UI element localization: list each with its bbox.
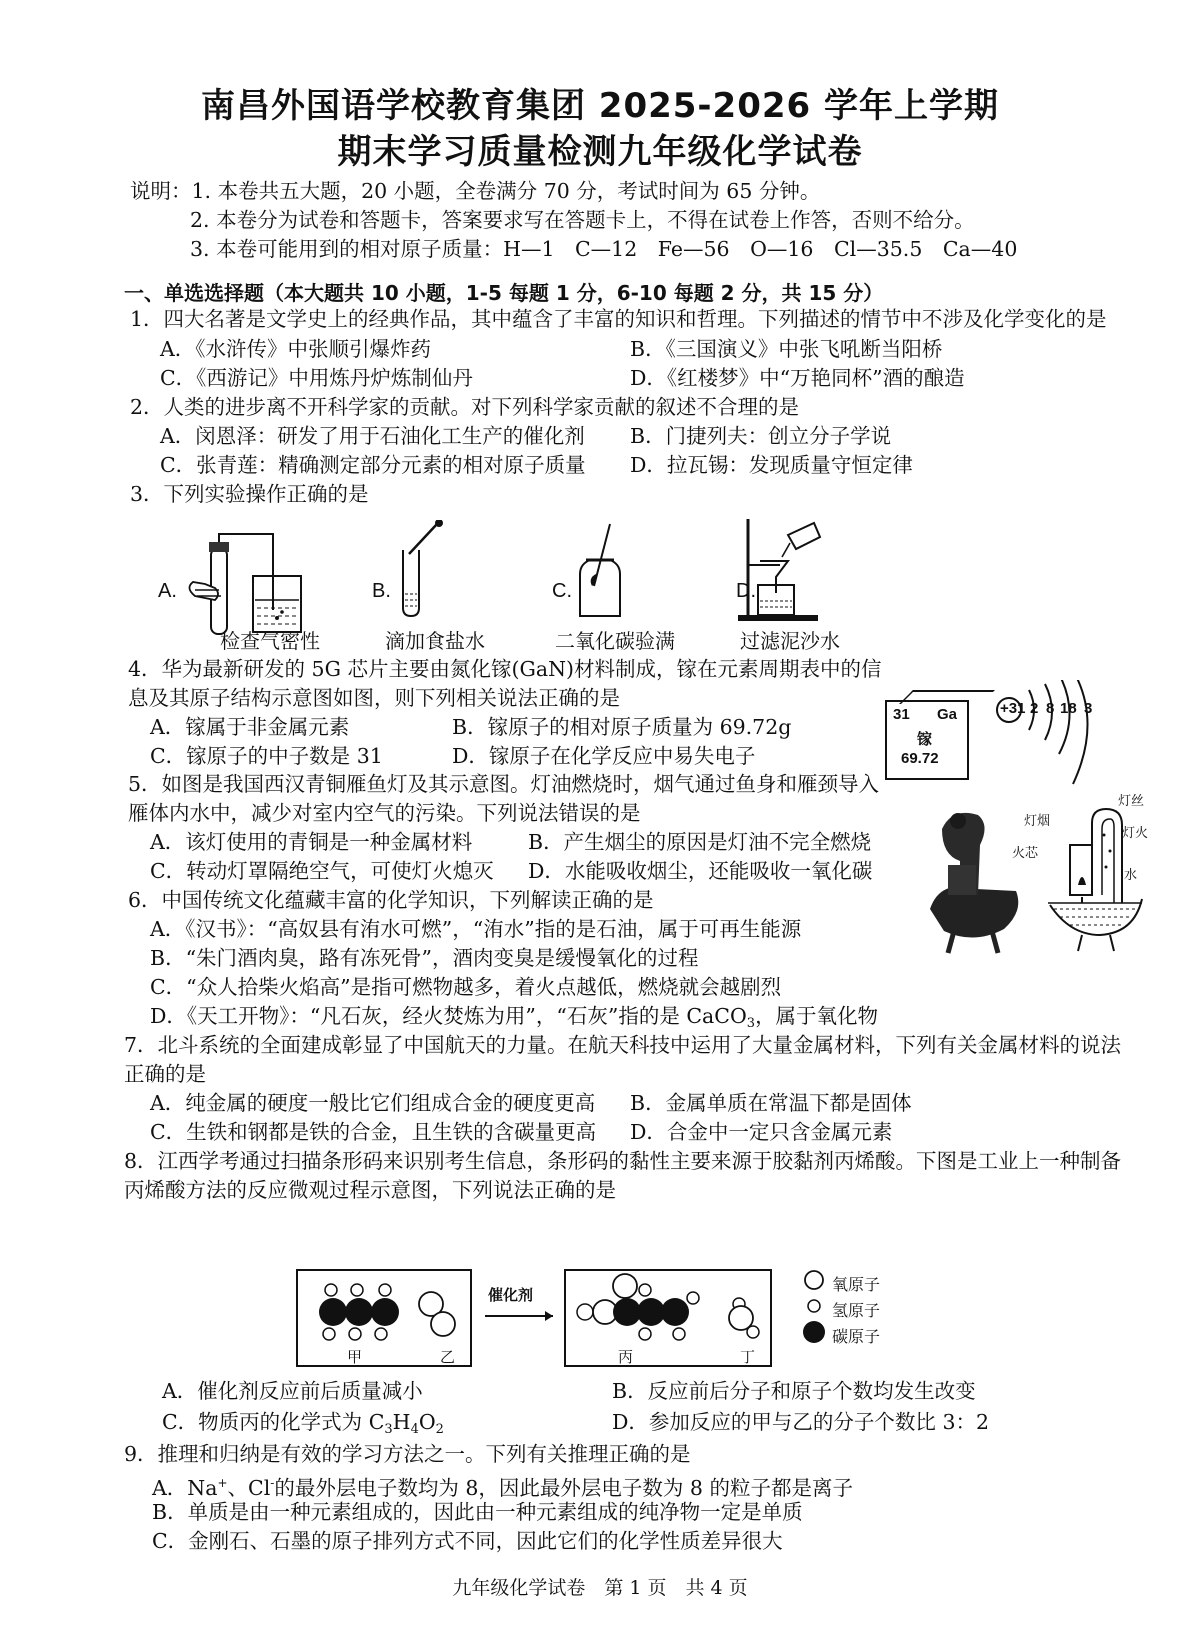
exam-title-line2: 期末学习质量检测九年级化学试卷: [337, 132, 863, 172]
q6-option-c: C．“众人拾柴火焰高”是指可燃物越多，着火点越低，燃烧就会越剧烈: [150, 975, 782, 999]
q8-c-sub1: 3: [384, 1422, 393, 1437]
q4-option-b: B．镓原子的相对原子质量为 69.72g: [452, 715, 792, 739]
q7-stem-line2: 正确的是: [124, 1062, 206, 1086]
q6-option-d-subscript: 3: [746, 1016, 756, 1031]
q8-c-o: O: [418, 1410, 436, 1434]
note-1: 说明：1. 本卷共五大题，20 小题，全卷满分 70 分，考试时间为 65 分钟。: [130, 179, 821, 203]
q1-option-d: D．《红楼梦》中“万艳同杯”酒的酿造: [630, 366, 965, 390]
q8-option-b: B．反应前后分子和原子个数均发生改变: [612, 1379, 976, 1403]
q2-option-d: D．拉瓦锡：发现质量守恒定律: [630, 453, 913, 477]
q3-figure-filtration: [730, 515, 830, 625]
q5-option-b: B．产生烟尘的原因是灯油不完全燃烧: [528, 830, 872, 854]
gallium-symbol: Ga: [936, 706, 957, 723]
q6-stem: 6．中国传统文化蕴藏丰富的化学知识，下列解读正确的是: [128, 888, 654, 912]
note-3: 3. 本卷可能用到的相对原子质量：H—1 C—12 Fe—56 O—16 Cl—35.5 Ca—40: [190, 237, 1018, 261]
q9-a-na: A．Na: [152, 1476, 218, 1500]
q1-option-b: B．《三国演义》中张飞吼断当阳桥: [630, 337, 943, 361]
q3-caption-c: 二氧化碳验满: [555, 629, 675, 653]
q7-stem-line1: 7．北斗系统的全面建成彰显了中国航天的力量。在航天科技中运用了大量金属材料，下列有关金属材料的说法: [124, 1033, 1122, 1057]
q7-option-a: A．纯金属的硬度一般比它们组成合金的硬度更高: [150, 1091, 596, 1115]
legend-hydrogen: 氢原子: [832, 1303, 881, 1320]
q9-a-minus: -: [270, 1476, 275, 1490]
q5-stem-line1: 5．如图是我国西汉青铜雁鱼灯及其示意图。灯油燃烧时，烟气通过鱼身和雁颈导入: [128, 772, 880, 796]
legend-oxygen: 氧原子: [832, 1277, 881, 1294]
schematic-label-core: 火芯: [1012, 845, 1039, 860]
q3-stem: 3．下列实验操作正确的是: [130, 482, 369, 506]
atom-nucleus-charge: +31: [1000, 700, 1026, 717]
q7-option-c: C．生铁和钢都是铁的合金，且生铁的含碳量更高: [150, 1120, 597, 1144]
q3-label-b: B.: [372, 580, 391, 602]
schematic-label-smoke: 灯烟: [1024, 813, 1051, 828]
schematic-label-water: 水: [1124, 867, 1138, 882]
gallium-number: 31: [893, 706, 910, 723]
q8-option-d: D．参加反应的甲与乙的分子个数比 3：2: [612, 1410, 990, 1434]
q8-c-sub3: 2: [435, 1422, 444, 1437]
q3-caption-d: 过滤泥沙水: [740, 629, 840, 653]
q2-option-b: B．门捷列夫：创立分子学说: [630, 424, 892, 448]
q4-option-c: C．镓原子的中子数是 31: [150, 744, 383, 768]
q5-option-d: D．水能吸收烟尘，还能吸收一氧化碳: [528, 859, 873, 883]
q4-stem-line2: 息及其原子结构示意图如图，则下列相关说法正确的是: [128, 686, 620, 710]
schematic-label-flame: 灯火: [1122, 825, 1149, 840]
q3-caption-a: 检查气密性: [220, 629, 320, 653]
q9-option-b: B．单质是由一种元素组成的，因此由一种元素组成的纯净物一定是单质: [152, 1500, 803, 1524]
note-2: 2. 本卷分为试卷和答题卡，答案要求写在答题卡上，不得在试卷上作答，否则不给分。: [190, 208, 975, 232]
gallium-atom-structure: [995, 680, 1105, 800]
q9-a-cl: 、Cl: [227, 1476, 271, 1500]
q8-option-c: [162, 1409, 444, 1443]
q5-stem-line2: 雁体内水中，减少对室内空气的污染。下列说法错误的是: [128, 801, 641, 825]
q2-option-a: A．闵恩泽：研发了用于石油化工生产的催化剂: [160, 424, 585, 448]
q4-option-a: A．镓属于非金属元素: [150, 715, 350, 739]
molecule-label-jia: 甲: [347, 1349, 363, 1366]
q1-option-a: A．《水浒传》中张顺引爆炸药: [160, 337, 432, 361]
q6-option-b: B．“朱门酒肉臭，路有冻死骨”，酒肉变臭是缓慢氧化的过程: [150, 946, 699, 970]
q9-option-c: C．金刚石、石墨的原子排列方式不同，因此它们的化学性质差异很大: [152, 1529, 783, 1553]
q8-stem-line2: 丙烯酸方法的反应微观过程示意图，下列说法正确的是: [124, 1178, 616, 1202]
reaction-micro-diagram: [295, 1268, 775, 1372]
q1-stem: 1．四大名著是文学史上的经典作品，其中蕴含了丰富的知识和哲理。下列描述的情节中不涉及化学变化的是: [130, 307, 1107, 331]
page-footer: 九年级化学试卷 第 1 页 共 4 页: [452, 1577, 748, 1599]
atom-shell-3: 18: [1060, 700, 1077, 717]
atom-shell-4: 3: [1084, 700, 1093, 717]
q1-option-c: C．《西游记》中用炼丹炉炼制仙丹: [160, 366, 473, 390]
q3-caption-b: 滴加食盐水: [385, 629, 485, 653]
q4-option-d: D．镓原子在化学反应中易失电子: [452, 744, 756, 768]
q6-option-a: A．《汉书》：“高奴县有洧水可燃”，“洧水”指的是石油，属于可再生能源: [150, 917, 802, 941]
section-heading: 一、单选选择题（本大题共 10 小题，1-5 每题 1 分，6-10 每题 2 分，共 15 分）: [124, 281, 884, 305]
q8-option-c-text: C．物质丙的化学式为 C: [162, 1410, 385, 1434]
atom-shell-2: 8: [1046, 700, 1055, 717]
molecule-label-ding: 丁: [740, 1349, 756, 1366]
q3-label-a: A.: [158, 580, 177, 602]
bronze-goose-lamp-photo: [920, 805, 1030, 955]
atom-shell-1: 2: [1030, 700, 1039, 717]
catalyst-label: 催化剂: [488, 1287, 534, 1304]
q6-option-d-text: D．《天工开物》：“凡石灰，经火焚炼为用”，“石灰”指的是 CaCO: [150, 1004, 747, 1028]
q9-a-plus: +: [217, 1476, 228, 1490]
q9-stem: 9．推理和归纳是有效的学习方法之一。下列有关推理正确的是: [124, 1442, 691, 1466]
q7-option-b: B．金属单质在常温下都是固体: [630, 1091, 912, 1115]
schematic-label-wick-top: 灯丝: [1118, 793, 1145, 808]
q8-c-h: H: [392, 1410, 411, 1434]
gallium-mass: 69.72: [901, 750, 939, 767]
q3-label-c: C.: [552, 580, 572, 602]
q7-option-d: D．合金中一定只含金属元素: [630, 1120, 893, 1144]
legend-carbon: 碳原子: [832, 1329, 881, 1346]
q8-c-sub2: 4: [410, 1422, 419, 1437]
atom-legend-icons: [800, 1270, 830, 1350]
q3-figure-co2-check: [570, 520, 640, 620]
q5-option-c: C．转动灯罩隔绝空气，可使灯火熄灭: [150, 859, 494, 883]
gallium-name: 镓: [917, 730, 933, 748]
molecule-label-bing: 丙: [618, 1349, 634, 1366]
molecule-label-yi: 乙: [440, 1349, 456, 1366]
q5-option-a: A．该灯使用的青铜是一种金属材料: [150, 830, 473, 854]
q3-figure-dropper: [395, 520, 455, 620]
q9-option-a: [152, 1470, 853, 1501]
q8-stem-line1: 8．江西学考通过扫描条形码来识别考生信息，条形码的黏性主要来源于胶黏剂丙烯酸。下图是工业上一种制备: [124, 1149, 1122, 1173]
q9-a-rest: 的最外层电子数均为 8，因此最外层电子数为 8 的粒子都是离子: [274, 1476, 853, 1500]
q8-option-a: A．催化剂反应前后质量减小: [162, 1379, 423, 1403]
exam-title-line1: 南昌外国语学校教育集团 2025-2026 学年上学期: [200, 86, 1000, 126]
gallium-element-cell: [885, 700, 969, 780]
q4-stem-line1: 4．华为最新研发的 5G 芯片主要由氮化镓(GaN)材料制成，镓在元素周期表中的信: [128, 657, 882, 681]
q2-option-c: C．张青莲：精确测定部分元素的相对原子质量: [160, 453, 586, 477]
q2-stem: 2．人类的进步离不开科学家的贡献。对下列科学家贡献的叙述不合理的是: [130, 395, 800, 419]
q3-figure-airtight-check: [185, 530, 325, 640]
q3-label-d: D.: [736, 580, 756, 602]
q6-option-d-tail: ，属于氧化物: [755, 1004, 879, 1028]
